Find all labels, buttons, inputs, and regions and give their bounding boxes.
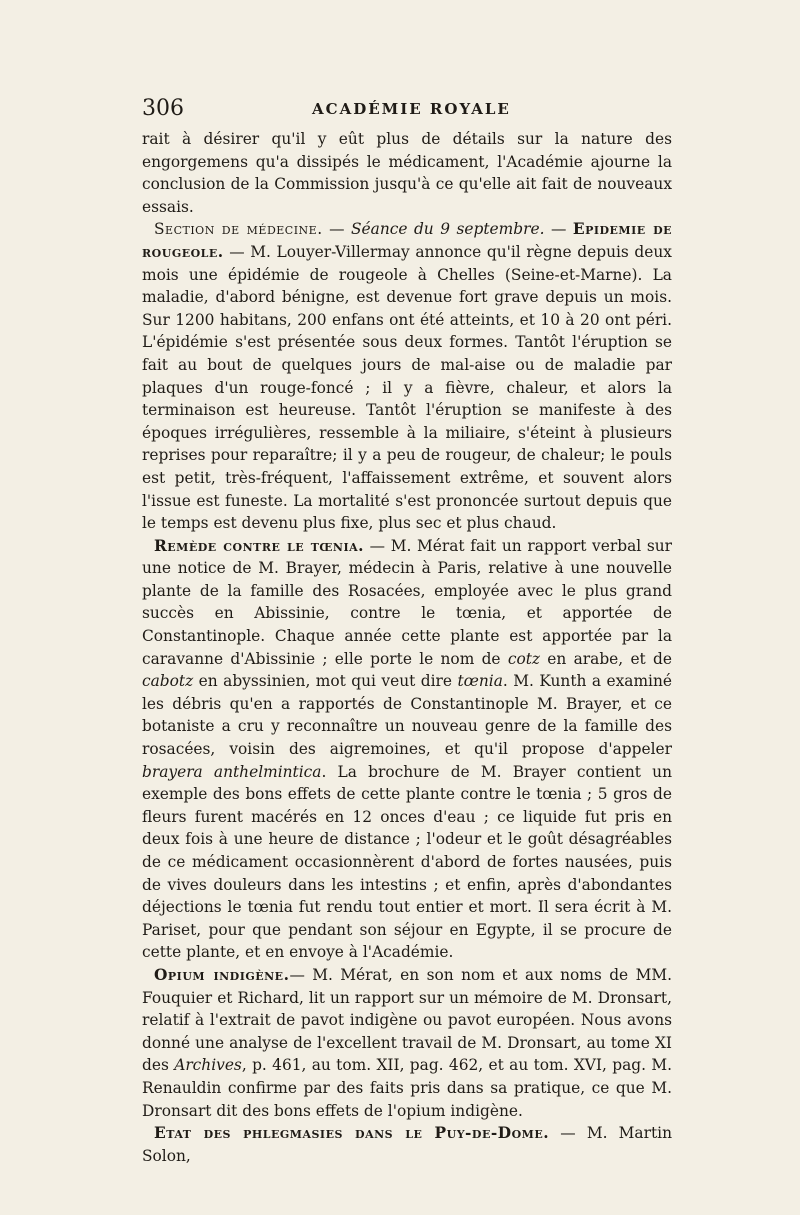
italic-term: brayera anthelmintica [142,762,322,781]
page-number: 306 [142,96,184,121]
session-date: Séance du 9 septembre. [351,220,545,239]
paragraph-text: M. Louyer-Villermay annonce qu'il règne depuis deux mois une épidémie de rougeole à Chelles (Seine-et-Marne). La maladie, d'abord bénigne, est devenue fort grave depuis un mois. Sur 1200 habitans, 200 enfans ont été atteints, et 10 à 20 ont péri. L'épidémie s'est présentée sous deux formes. Tantôt l'éruption se fait au bout de quelques jours de mal-aise ou de maladie par plaques d'un rouge-foncé ; il y a fièvre, chaleur, et alors la terminaison est heureuse. Tantôt l'éruption se manifeste à des époques irrégulières, ressemble à la miliaire, s'éteint à plusieurs reprises pour reparaître; il y a peu de rougeur, de chaleur; le pouls est petit, très-fréquent, l'affaissement extrême, et souvent alors l'issue est funeste. La mortalité s'est prononcée surtout depuis que le temps est devenu plus fixe, plus sec et plus chaud. [142,242,672,533]
italic-term: tœnia [457,672,503,691]
paragraph-text: M. Mérat, en son nom et aux noms de MM. Fouquier et Richard, lit un rapport sur un mémoire de M. Dronsart, relatif à l'extrait de pavot indigène ou pavot européen. Nous avons donné une analyse de l'excellent travail de M. Dronsart, au tome XI des [142,965,672,1075]
paragraph-opium: Opium indigène.— M. Mérat, en son nom et aux noms de MM. Fouquier et Richard, lit un rapport sur un mémoire de M. Dronsart, relatif à l'extrait de pavot indigène ou pavot européen. Nous avons donné une analyse de l'excellent travail de M. Dronsart, au tome XI des Archives, p. 461, au tom. XII, pag. 462, et au tom. XVI, pag. M. Renauldin confirme par des faits pris dans sa pratique, ce que M. Dronsart dit des bons effets de l'opium indigène. [142,965,672,1120]
paragraph-text: rait à désirer qu'il y eût plus de détails sur la nature des engorgemens qu'a dissipés le médicament, l'Académie ajourne la conclusion de la Commission jusqu'à ce qu'elle ait fait de nouveaux essais. [142,130,672,216]
paragraph-text: . La brochure de M. Brayer contient un exemple des bons effets de cette plante contre le tœnia ; 5 gros de fleurs furent macérés en 12 onces d'eau ; ce liquide fut pris en deux fois à une heure de distance ; l'odeur et le goût désagréables de ce médicament occasionnèrent d'abord de fortes nausées, puis de vives douleurs dans les intestins ; et enfin, après d'abondantes déjections le tœnia fut rendu tout entier et mort. Il sera écrit à M. Pariset, pour que pendant son séjour en Egypte, il se procure de cette plante, et en envoye à l'Académie. [142,762,673,962]
paragraph-text: M. Mérat fait un rapport verbal sur une notice de M. Brayer, médecin à Paris, relative à une nouvelle plante de la famille des Rosacées, employée avec le plus grand succès en Abissinie, contre le tœnia, et apportée de Constantinople. Chaque année cette plante est apportée par la caravanne d'Abissinie ; elle porte le nom de [142,536,672,668]
section-lead: Section de médecine. [154,220,323,239]
paragraph-text: . M. Kunth a examiné les débris qu'en a rapportés de Constantinople M. Brayer, et ce botaniste a cru y reconnaître un nouveau genre de la famille des rosacées, voisin des aigremoines, et qu'il propose d'appeler [142,672,672,759]
paragraph-rougeole: Section de médecine. — Séance du 9 septembre. — Epidemie de rougeole. — M. Louyer-Villermay annonce qu'il règne depuis deux mois une épidémie de rougeole à Chelles (Seine-et-Marne). La maladie, d'abord bénigne, est devenue fort grave depuis un mois. Sur 1200 habitans, 200 enfans ont été atteints, et 10 à 20 ont péri. L'épidémie s'est présentée sous deux formes. Tantôt l'éruption se fait au bout de quelques jours de mal-aise ou de maladie par plaques d'un rouge-foncé ; il y a fièvre, chaleur, et alors la terminaison est heureuse. Tantôt l'éruption se manifeste à des époques irrégulières, ressemble à la miliaire, s'éteint à plusieurs reprises pour reparaître; il y a peu de rougeur, de chaleur; le pouls est petit, très-fréquent, l'affaissement extrême, et souvent alors l'issue est funeste. La mortalité s'est prononcée surtout depuis que le temps est devenu plus fixe, plus sec et plus chaud. [142,220,673,533]
paragraph-continuation [142,128,672,218]
paragraph-phlegmasies: Etat des phlegmasies dans le Puy-de-Dome. — M. Martin Solon, [142,1124,672,1165]
paragraph-taenia: Remède contre le tœnia. — M. Mérat fait un rapport verbal sur une notice de M. Brayer, médecin à Paris, relative à une nouvelle plante de la famille des Rosacées, employée avec le plus grand succès en Abissinie, contre le tœnia, et apportée de Constantinople. Chaque année cette plante est apportée par la caravanne d'Abissinie ; elle porte le nom de cotz en arabe, et de cabotz en abyssinien, mot qui veut dire tœnia. M. Kunth a examiné les débris qu'en a rapportés de Constantinople M. Brayer, et ce botaniste a cru y reconnaître un nouveau genre de la famille des rosacées, voisin des aigremoines, et qu'il propose d'appeler brayera anthelmintica. La brochure de M. Brayer contient un exemple des bons effets de cette plante contre le tœnia ; 5 gros de fleurs furent macérés en 12 onces d'eau ; ce liquide fut pris en deux fois à une heure de distance ; l'odeur et le goût désagréables de ce médicament occasionnèrent d'abord de fortes nausées, puis de vives douleurs dans les intestins ; et enfin, après d'abondantes déjections le tœnia fut rendu tout entier et mort. Il sera écrit à M. Pariset, pour que pendant son séjour en Egypte, il se procure de cette plante, et en envoye à l'Académie. [142,536,673,962]
running-head: ACADÉMIE ROYALE [312,100,511,118]
section-heading: Epidemie de rougeole. [142,220,673,261]
italic-term: cabotz [142,672,194,691]
italic-term: cotz [507,649,541,668]
section-heading: Opium indigène. [154,965,290,984]
paragraph-text: M. Martin Solon, [142,1124,672,1165]
page-header [142,96,672,126]
paragraph-text: , p. 461, au tom. XII, pag. 462, et au tom. XVI, pag. M. Renauldin confirme par des faits pris dans sa pratique, ce que M. Dronsart dit des bons effets de l'opium indigène. [142,1056,672,1120]
paragraph-text: en abyssinien, mot qui veut dire [193,672,458,691]
page-body [142,128,672,1167]
section-heading: Remède contre le tœnia. [154,536,364,555]
paragraph-text: en arabe, et de [540,649,672,668]
italic-term: Archives [174,1056,242,1075]
section-heading: Etat des phlegmasies dans le Puy-de-Dome. [154,1124,550,1143]
